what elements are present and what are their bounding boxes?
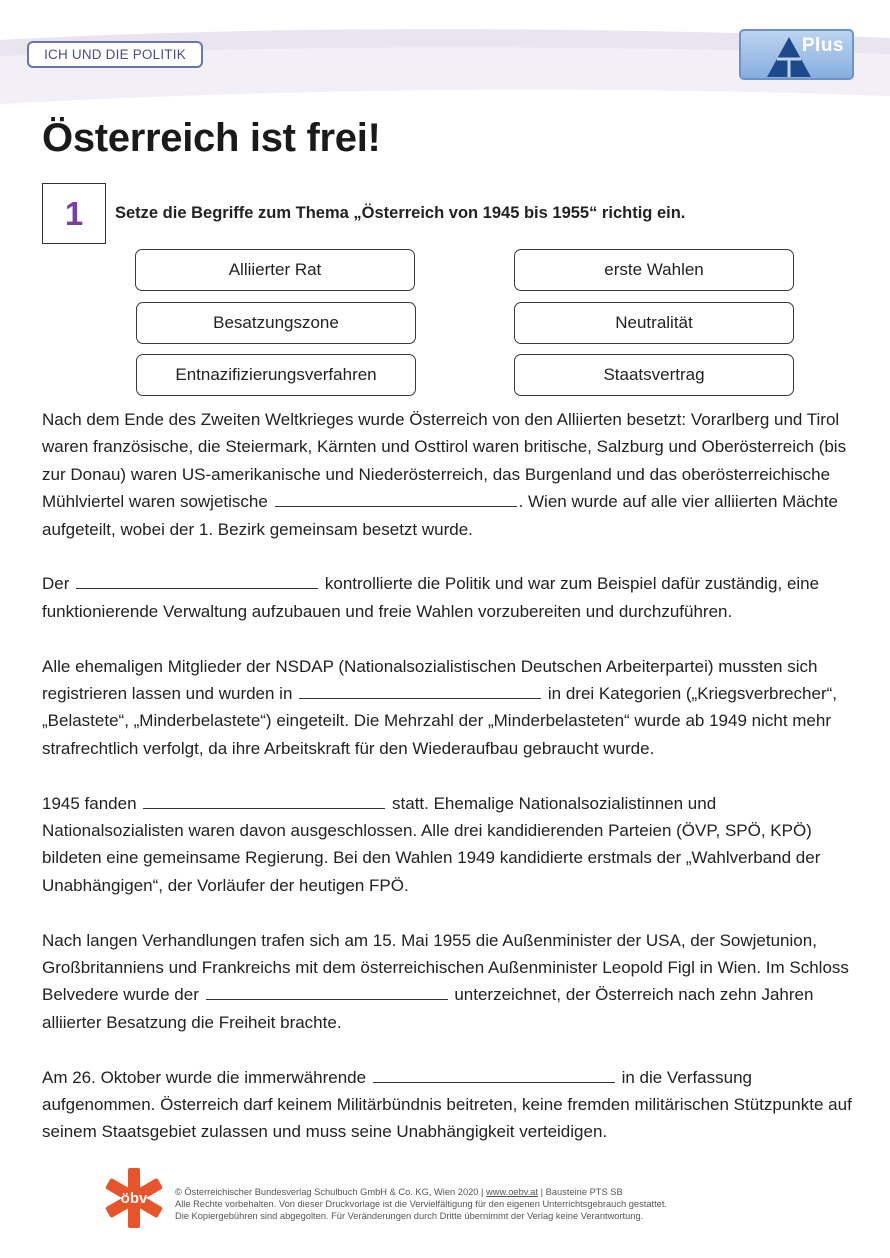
category-label: ICH UND DIE POLITIK xyxy=(27,41,203,68)
text-segment: in die Verfassung aufgenommen. Österreich darf keinem Militärbündnis beitreten, keine fremden militärischen Stützpunkte auf seinem Staatsgebiet zulassen und muss seine Unabhängigkeit verteidigen. xyxy=(42,1067,852,1142)
text-segment: in drei Kategorien („Kriegsverbrecher“, „Belastete“, „Minderbelastete“) eingeteilt. Die Mehrzahl der „Minderbelasteten“ wurde ab 1949 nicht mehr strafrechtlich verfolgt, da ihre Arbeitskraft für den Wiederaufbau gebraucht wurde. xyxy=(42,684,838,758)
text-segment: kontrollierte die Politik und war zum Beispiel dafür zuständig, eine funktionierende Verwaltung aufzubauen und freie Wahlen vorzubereiten und durchzuführen. xyxy=(42,574,820,621)
blank-line[interactable] xyxy=(143,791,385,809)
plus-badge xyxy=(739,29,854,80)
blank-line[interactable] xyxy=(206,982,448,1000)
footer-line: Die Kopiergebühren sind abgegolten. Für Veränderungen durch Dritte übernimmt der Verlag keine Verantwortung. xyxy=(175,1211,644,1221)
term-box: Neutralität xyxy=(514,302,794,344)
footer-line xyxy=(175,1186,795,1198)
term-box: Besatzungszone xyxy=(136,302,416,344)
text-segment: Am 26. Oktober wurde die immerwährende xyxy=(42,1067,367,1087)
logo-text: öbv xyxy=(120,1190,148,1207)
blank-line[interactable] xyxy=(299,681,541,699)
blank-line[interactable] xyxy=(373,1065,615,1083)
exercise-text xyxy=(42,406,857,1173)
publisher-link[interactable]: www.oebv.at xyxy=(486,1187,539,1197)
task-instruction: Setze die Begriffe zum Thema „Österreich von 1945 bis 1955“ richtig ein. xyxy=(115,204,686,222)
footer-line: Alle Rechte vorbehalten. Von dieser Druckvorlage ist die Vervielfältigung für den eigenen Unterrichtsgebrauch gestattet. xyxy=(175,1199,667,1209)
term-box: Staatsvertrag xyxy=(514,354,794,396)
oebv-logo-icon xyxy=(104,1166,164,1230)
paragraph xyxy=(42,570,857,625)
paragraph xyxy=(42,790,857,900)
blank-line[interactable] xyxy=(275,489,517,507)
text-segment: Alle ehemaligen Mitglieder der NSDAP (Nationalsozialistischen Deutschen Arbeiterpartei) mussten sich registrieren lassen und wurden in xyxy=(42,656,818,704)
text-segment: statt. Ehemalige Nationalsozialistinnen und Nationalsozialisten waren davon ausgeschlossen. Alle drei kandidierenden Parteien (ÖVP, SPÖ, KPÖ) bildeten eine gemeinsame Regierung. Bei den Wahlen 1949 kandidierte erstmals der „Wahlverband der Unabhängigen“, der Vorläufer der heutigen FPÖ. xyxy=(42,793,821,895)
text-segment: Nach langen Verhandlungen trafen sich am 15. Mai 1955 die Außenminister der USA, der Sowjetunion, Großbritanniens und Frankreichs mit dem österreichischen Außenminister Leopold Figl in Wien. Im Schloss Belvedere wurde der xyxy=(42,930,849,1005)
paragraph xyxy=(42,1064,857,1146)
term-box: Alliierter Rat xyxy=(135,249,415,291)
paragraph xyxy=(42,406,857,543)
blank-line[interactable] xyxy=(76,571,318,589)
footer-segment: | Bausteine PTS SB xyxy=(540,1187,623,1197)
text-segment: 1945 fanden xyxy=(42,793,137,813)
footer-segment: © Österreichischer Bundesverlag Schulbuch GmbH & Co. KG, Wien 2020 | xyxy=(175,1187,484,1197)
text-segment: Nach dem Ende des Zweiten Weltkrieges wurde Österreich von den Alliierten besetzt: Vorarlberg und Tirol waren französische, die Steiermark, Kärnten und Osttirol waren britische, Salzburg und Oberösterreich (bis zur Donau) waren US-amerikanische und Niederösterreich, das Burgenland und das oberösterreichische Mühlviertel waren sowjetische xyxy=(42,410,847,512)
paragraph xyxy=(42,927,857,1037)
text-segment: Der xyxy=(42,574,70,594)
plus-label: Plus xyxy=(801,35,844,56)
task-number: 1 xyxy=(42,183,106,244)
page-title: Österreich ist frei! xyxy=(42,116,381,160)
term-box: erste Wahlen xyxy=(514,249,794,291)
footer-copyright xyxy=(175,1186,795,1222)
text-segment: . Wien wurde auf alle vier alliierten Mächte aufgeteilt, wobei der 1. Bezirk gemeinsam besetzt wurde. xyxy=(42,492,838,539)
text-segment: unterzeichnet, der Österreich nach zehn Jahren alliierter Besatzung die Freiheit brachte. xyxy=(42,985,814,1032)
term-box: Entnazifizierungsverfahren xyxy=(136,354,416,396)
paragraph xyxy=(42,653,857,763)
